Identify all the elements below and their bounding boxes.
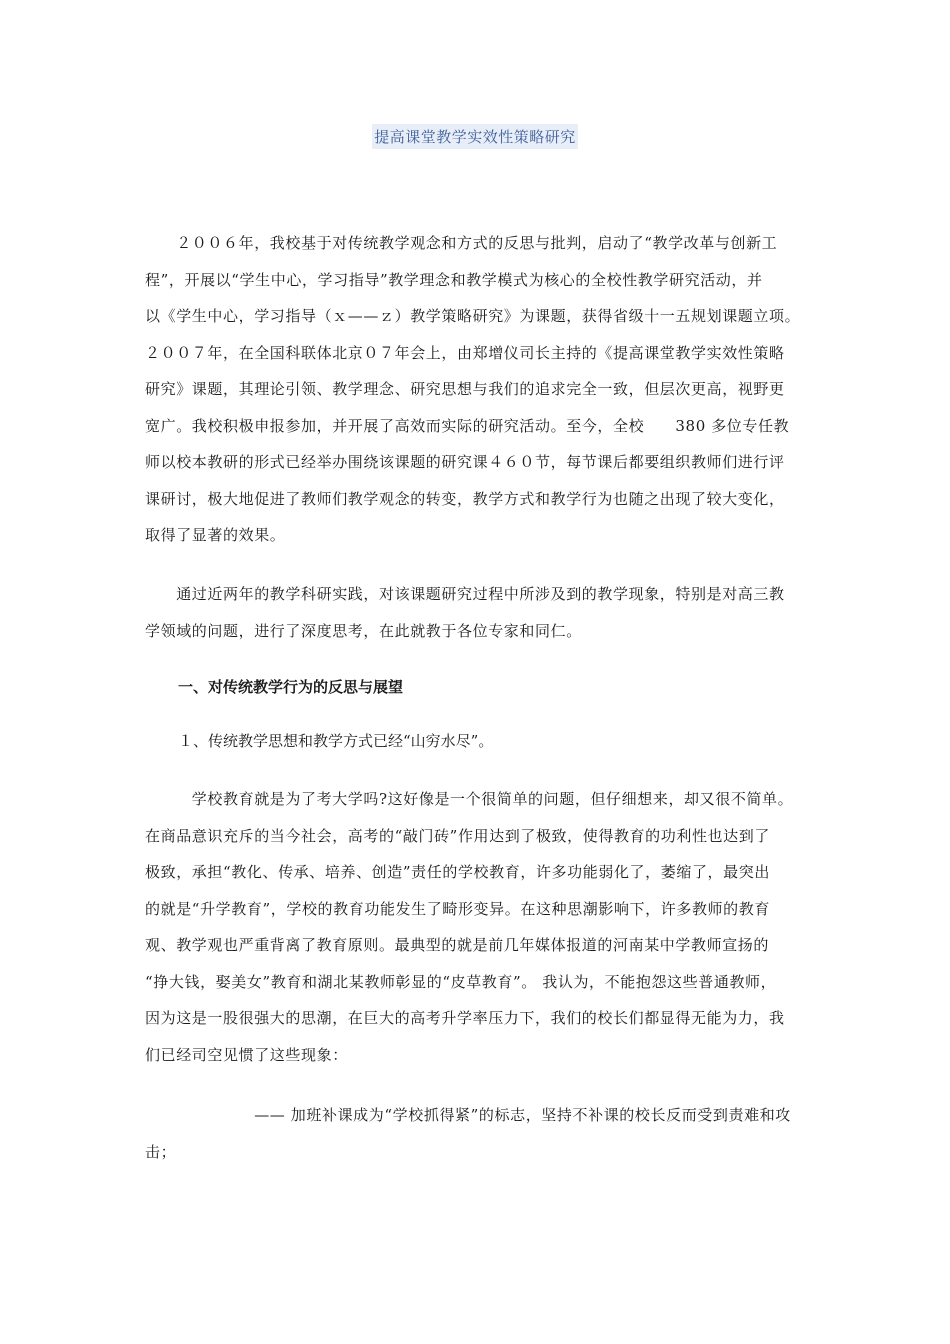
paragraph-line: 在商品意识充斥的当今社会，高考的“敲门砖”作用达到了极致，使得教育的功利性也达到了 xyxy=(145,826,770,845)
paragraph-line: 程”，开展以“学生中心，学习指导”教学理念和教学模式为核心的全校性教学研究活动，并 xyxy=(145,270,763,289)
practice-paragraph xyxy=(145,576,825,649)
intro-paragraph xyxy=(145,225,825,554)
paragraph-line: ２００６年，我校基于对传统教学观念和方式的反思与批判，启动了“教学改革与创新工 xyxy=(145,234,778,252)
paragraph-line: 取得了显著的效果。 xyxy=(145,526,286,544)
paragraph-line: 极致，承担“教化、传承、培养、创造”责任的学校教育，许多功能弱化了，萎缩了，最突出 xyxy=(145,863,770,881)
paragraph-line: ２００７年，在全国科联体北京０７年会上，由郑增仪司长主持的《提高课堂教学实效性策略 xyxy=(145,343,785,362)
paragraph-line: 课研讨，极大地促进了教师们教学观念的转变，教学方式和教学行为也随之出现了较大变化， xyxy=(145,489,785,508)
paragraph-line: 击； xyxy=(145,1142,177,1161)
paragraph-line: —— 加班补课成为“学校抓得紧”的标志，坚持不补课的校长反而受到责难和攻 xyxy=(145,1106,791,1124)
paragraph-line: “挣大钱，娶美女”教育和湖北某教师彰显的“皮草教育”。 我认为，不能抱怨这些普通教师， xyxy=(145,972,777,991)
paragraph-line: 的就是“升学教育”，学校的教育功能发生了畸形变异。在这种思潮影响下，许多教师的教育 xyxy=(145,899,770,918)
paragraph-line: 观、教学观也严重背离了教育原则。最典型的就是前几年媒体报道的河南某中学教师宣扬的 xyxy=(145,936,770,954)
paragraph-line: 们已经司空见惯了这些现象： xyxy=(145,1045,348,1064)
paragraph-line: 宽广。我校积极申报参加，并开展了高效而实际的研究活动。至今，全校 380 多位专任教 xyxy=(145,416,790,435)
paragraph-line: 通过近两年的教学科研实践，对该课题研究过程中所涉及到的教学现象，特别是对高三教 xyxy=(145,585,785,603)
paragraph-line: 学领域的问题，进行了深度思考，在此就教于各位专家和同仁。 xyxy=(145,621,582,640)
paragraph-line: 研究》课题，其理论引领、教学理念、研究思想与我们的追求完全一致，但层次更高，视野更 xyxy=(145,380,785,398)
body-paragraph xyxy=(145,781,825,1073)
bullet-paragraph xyxy=(145,1097,825,1170)
paragraph-line: 以《学生中心，学习指导（ｘ——ｚ）教学策略研究》为课题，获得省级十一五规划课题立项。 xyxy=(145,307,801,325)
document-title[interactable]: 提高课堂教学实效性策略研究 xyxy=(372,124,578,149)
subsection-heading: １、传统教学思想和教学方式已经“山穷水尽”。 xyxy=(178,732,494,750)
title-container xyxy=(0,124,950,149)
paragraph-line: 因为这是一股很强大的思潮，在巨大的高考升学率压力下，我们的校长们都显得无能为力，我 xyxy=(145,1009,785,1027)
section-heading: 一、对传统教学行为的反思与展望 xyxy=(178,678,404,696)
paragraph-line: 学校教育就是为了考大学吗?这好像是一个很简单的问题，但仔细想来，却又很不简单。 xyxy=(145,790,794,808)
paragraph-line: 师以校本教研的形式已经举办围绕该课题的研究课４６０节，每节课后都要组织教师们进行评 xyxy=(145,453,785,471)
